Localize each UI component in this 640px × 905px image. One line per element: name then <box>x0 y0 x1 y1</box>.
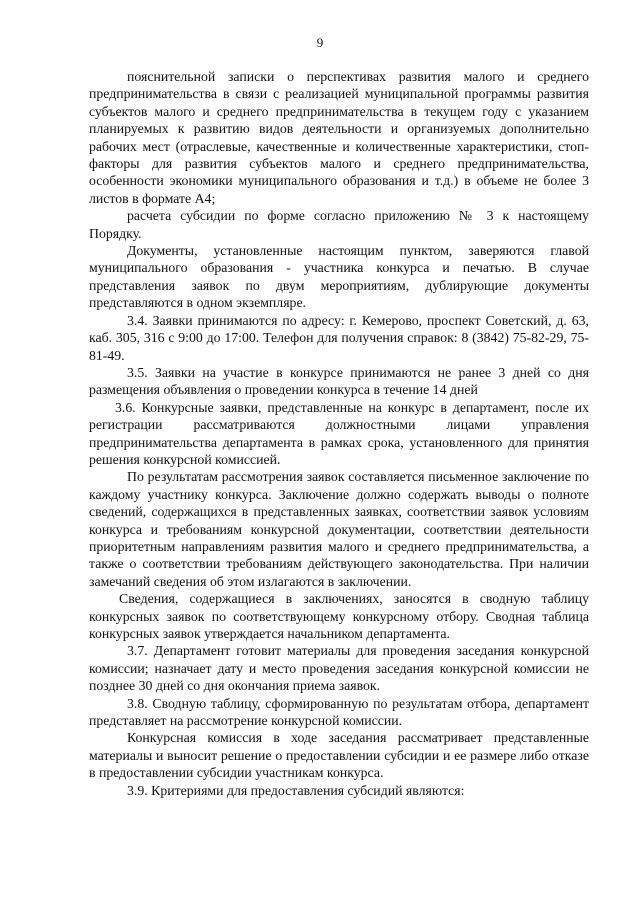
page-number: 9 <box>316 35 324 50</box>
paragraph-documents-certification: Документы, установленные настоящим пунктом, заверяются главой муниципального образования - участника конкурса и печатью. В случае представления заявок по двум мероприятиям, дублирующие документы представляются в одном экземпляре. <box>89 243 589 311</box>
paragraph-3-4: 3.4. Заявки принимаются по адресу: г. Кемерово, проспект Советский, д. 63, каб. 305, 316 с 9:00 до 17:00. Телефон для получения справок: 8 (3842) 75-82-29, 75-81-49. <box>89 312 589 363</box>
document-body <box>89 68 589 799</box>
paragraph-summary-table: Сведения, содержащиеся в заключениях, заносятся в сводную таблицу конкурсных заявок по соответствующему конкурсному отбору. Сводная таблица конкурсных заявок утверждается начальником департамента. <box>89 591 589 641</box>
paragraph-explanatory-note: пояснительной записки о перспективах развития малого и среднего предпринимательства в связи с реализацией муниципальной программы развития субъектов малого и среднего предпринимательства в текущем году с указанием планируемых к развитию видов деятельности и организуемых дополнительно рабочих мест (отраслевые, качественные и количественные характеристики, стоп-факторы для развития субъектов малого и среднего предпринимательства, особенности экономики муниципального образования и т.д.) в объеме не более 3 листов в формате А4; <box>89 69 589 206</box>
paragraph-3-6: 3.6. Конкурсные заявки, представленные на конкурс в департамент, после их регистрации рассматриваются должностными лицами управления предпринимательства департамента в рамках срока, установленного для принятия решения конкурсной комиссией. <box>89 399 589 467</box>
paragraph-review-results: По результатам рассмотрения заявок составляется письменное заключение по каждому участнику конкурса. Заключение должно содержать выводы о полноте сведений, содержащихся в представленных заявках, соответствии заявок условиям конкурса и требованиям конкурсной документации, соответствии деятельности приоритетным направлениям развития малого и среднего предпринимательства, а также о соответствии требованиям действующего законодательства. При наличии замечаний сведения об этом излагаются в заключении. <box>89 469 589 589</box>
paragraph-3-9: 3.9. Критериями для предоставления субсидий являются: <box>127 782 465 798</box>
paragraph-3-8: 3.8. Сводную таблицу, сформированную по результатам отбора, департамент представляет на рассмотрение конкурсной комиссии. <box>89 695 589 729</box>
paragraph-subsidy-calculation: расчета субсидии по форме согласно приложению № 3 к настоящему Порядку. <box>89 208 589 241</box>
paragraph-3-7: 3.7. Департамент готовит материалы для проведения заседания конкурсной комиссии; назначает дату и место проведения заседания конкурсной комиссии не позднее 30 дней со дня окончания приема заявок. <box>89 643 589 694</box>
paragraph-3-5: 3.5. Заявки на участие в конкурсе принимаются не ранее 3 дней со дня размещения объявления о проведении конкурса в течение 14 дней <box>89 364 589 398</box>
paragraph-commission-decision: Конкурсная комиссия в ходе заседания рассматривает представленные материалы и выносит решение о предоставлении субсидии и ее размере либо отказе в предоставлении субсидии участникам конкурса. <box>89 730 589 781</box>
